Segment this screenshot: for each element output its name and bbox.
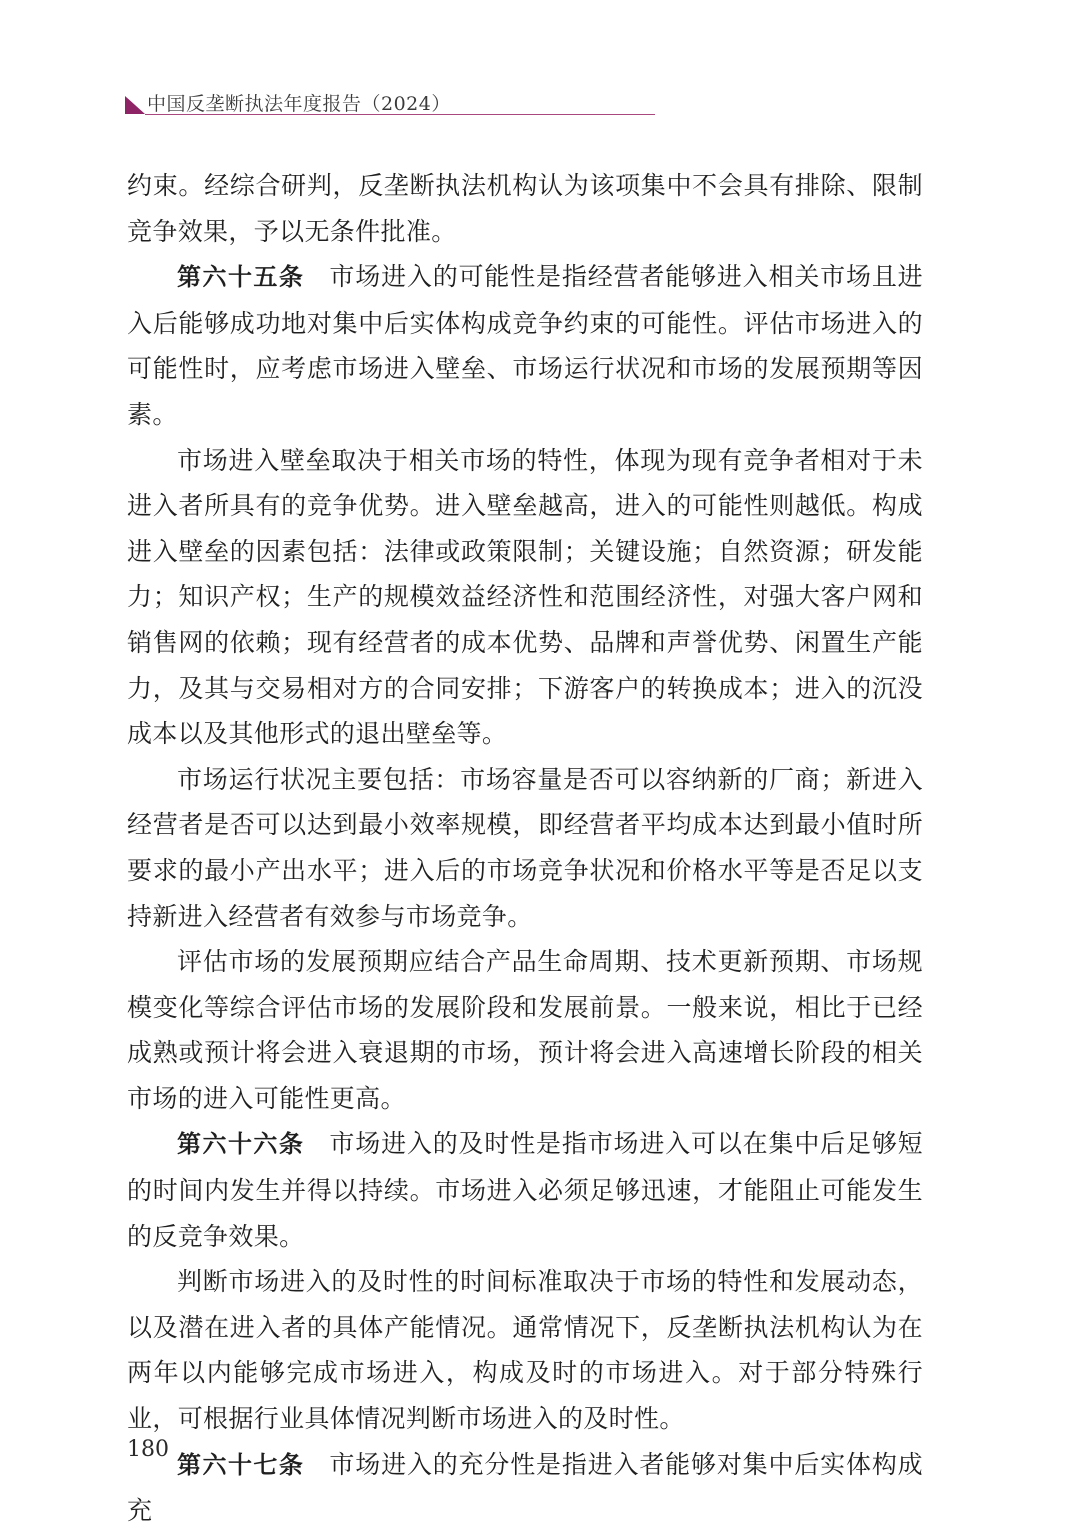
paragraph xyxy=(127,1259,923,1441)
paragraph-text: 判断市场进入的及时性的时间标准取决于市场的特性和发展动态，以及潜在进入者的具体产能情况。通常情况下，反垄断执法机构认为在两年以内能够完成市场进入，构成及时的市场进入。对于部分特殊行业，可根据行业具体情况判断市场进入的及时性。 xyxy=(127,1267,923,1434)
article-66 xyxy=(127,1121,923,1259)
article-number: 第六十六条 xyxy=(177,1130,305,1159)
article-text: 市场进入的充分性是指进入者能够对集中后实体构成充 xyxy=(127,1449,923,1526)
paragraph-text: 约束。经综合研判，反垄断执法机构认为该项集中不会具有排除、限制竞争效果，予以无条件批准。 xyxy=(127,171,923,246)
header-triangle-icon xyxy=(125,96,145,114)
article-text: 市场进入的及时性是指市场进入可以在集中后足够短的时间内发生并得以持续。市场进入必须足够迅速，才能阻止可能发生的反竞争效果。 xyxy=(127,1129,923,1251)
paragraph-text: 市场运行状况主要包括：市场容量是否可以容纳新的厂商；新进入经营者是否可以达到最小效率规模，即经营者平均成本达到最小值时所要求的最小产出水平；进入后的市场竞争状况和价格水平等是否足以支持新进入经营者有效参与市场竞争。 xyxy=(127,764,923,931)
article-number: 第六十七条 xyxy=(177,1450,305,1479)
paragraph-text: 评估市场的发展预期应结合产品生命周期、技术更新预期、市场规模变化等综合评估市场的发展阶段和发展前景。一般来说，相比于已经成熟或预计将会进入衰退期的市场，预计将会进入高速增长阶段的相关市场的进入可能性更高。 xyxy=(127,947,923,1113)
paragraph xyxy=(127,438,923,757)
article-number: 第六十五条 xyxy=(177,263,305,292)
article-67 xyxy=(127,1442,923,1534)
paragraph xyxy=(127,163,923,254)
report-title: 中国反垄断执法年度报告（2024） xyxy=(147,93,451,115)
page-number: 180 xyxy=(127,1437,169,1462)
article-text: 市场进入的可能性是指经营者能够进入相关市场且进入后能够成功地对集中后实体构成竞争约束的可能性。评估市场进入的可能性时，应考虑市场进入壁垒、市场运行状况和市场的发展预期等因素。 xyxy=(127,262,923,429)
body-text xyxy=(127,163,923,1534)
paragraph xyxy=(127,939,923,1121)
running-header xyxy=(125,86,655,120)
paragraph xyxy=(127,757,923,939)
article-65 xyxy=(127,254,923,437)
header-rule xyxy=(145,114,655,115)
paragraph-text: 市场进入壁垒取决于相关市场的特性，体现为现有竞争者相对于未进入者所具有的竞争优势。进入壁垒越高，进入的可能性则越低。构成进入壁垒的因素包括：法律或政策限制；关键设施；自然资源；研发能力；知识产权；生产的规模效益经济性和范围经济性，对强大客户网和销售网的依赖；现有经营者的成本优势、品牌和声誉优势、闲置生产能力，及其与交易相对方的合同安排；下游客户的转换成本；进入的沉没成本以及其他形式的退出壁垒等。 xyxy=(127,445,923,749)
